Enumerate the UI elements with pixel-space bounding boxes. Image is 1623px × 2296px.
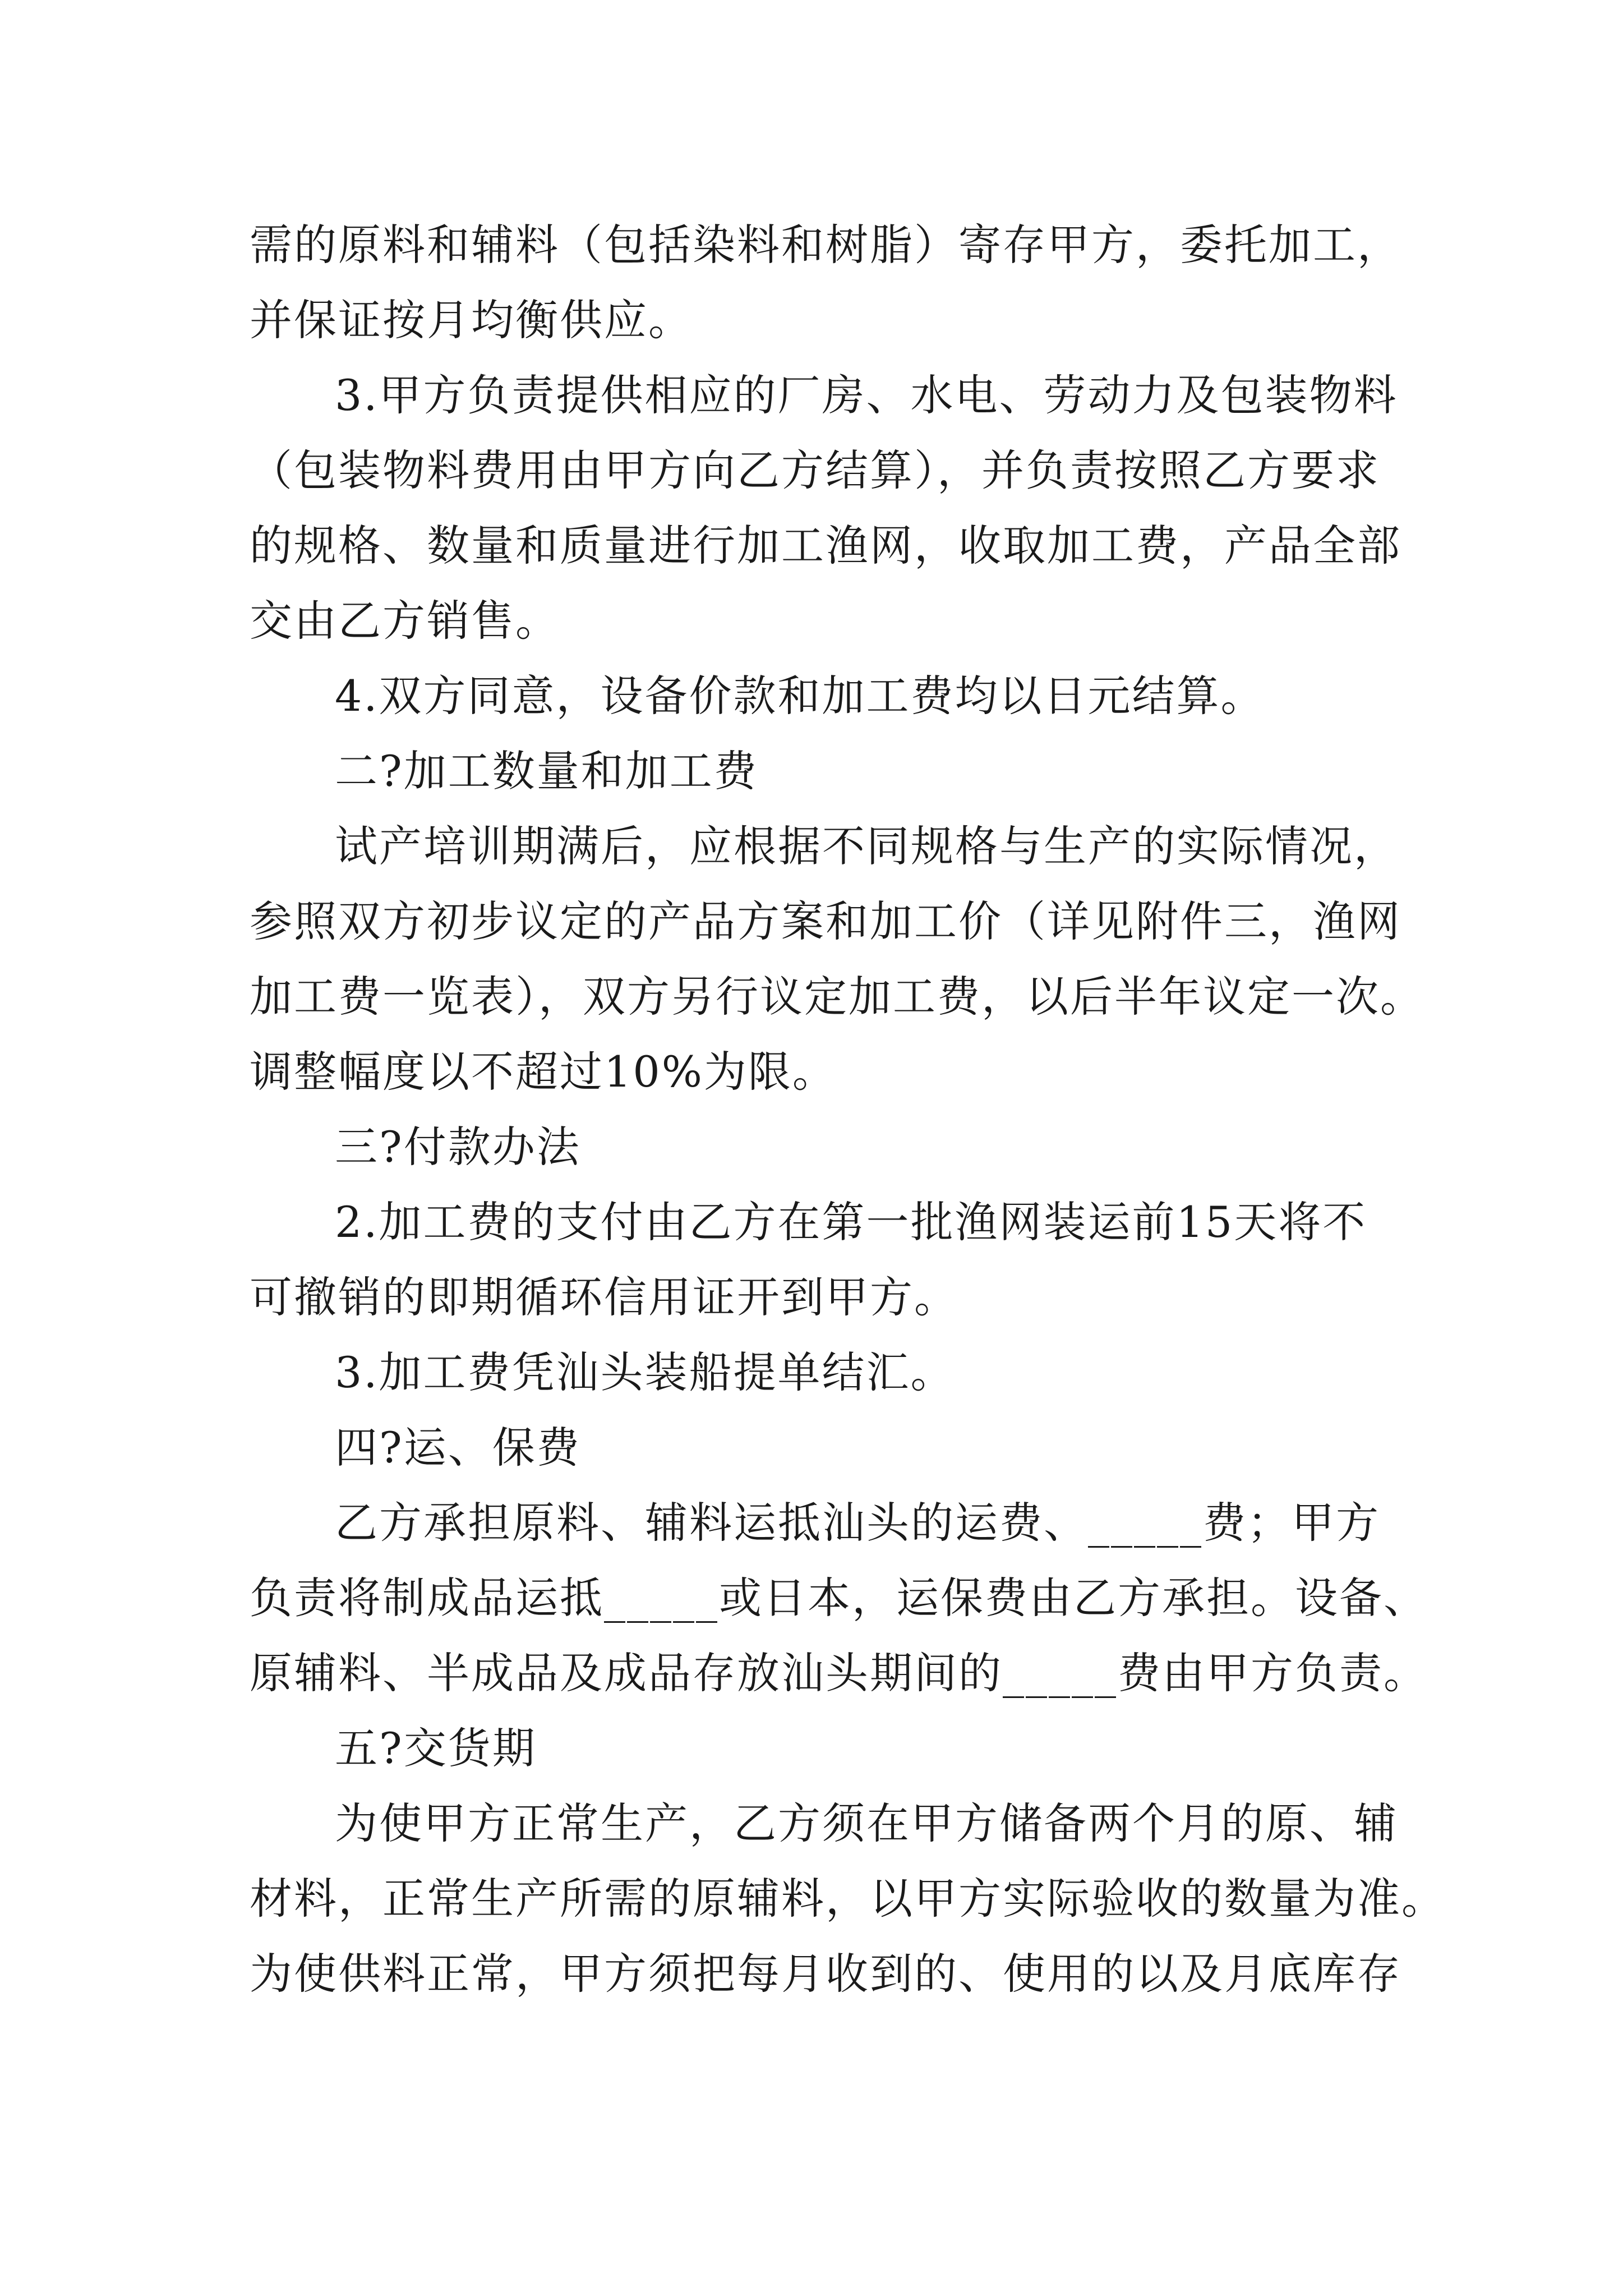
document-body bbox=[250, 208, 1446, 2012]
text-line: 调整幅度以不超过10%为限。 bbox=[250, 1047, 837, 1097]
text-line: 可撤销的即期循环信用证开到甲方。 bbox=[250, 1272, 958, 1322]
text-line: （包装物料费用由甲方向乙方结算），并负责按照乙方要求 bbox=[250, 445, 1380, 495]
text-line: 为使供料正常，甲方须把每月收到的、使用的以及月底库存 bbox=[250, 1949, 1401, 1999]
section-heading: 五?交货期 bbox=[335, 1723, 537, 1773]
text-line: 试产培训期满后，应根据不同规格与生产的实际情况， bbox=[335, 821, 1398, 871]
text-line: 3.加工费凭汕头装船提单结汇。 bbox=[335, 1347, 955, 1397]
text-line: 乙方承担原料、辅料运抵汕头的运费、_____费；甲方 bbox=[335, 1498, 1380, 1548]
text-line: 并保证按月均衡供应。 bbox=[250, 295, 693, 345]
text-line: 交由乙方销售。 bbox=[250, 596, 560, 646]
text-line: 原辅料、半成品及成品存放汕头期间的_____费由甲方负责。 bbox=[250, 1648, 1428, 1698]
text-line: 需的原料和辅料（包括染料和树脂）寄存甲方，委托加工， bbox=[250, 220, 1401, 270]
text-line: 为使甲方正常生产，乙方须在甲方储备两个月的原、辅 bbox=[335, 1798, 1398, 1848]
text-line: 加工费一览表），双方另行议定加工费，以后半年议定一次。 bbox=[250, 972, 1424, 1022]
section-heading: 二?加工数量和加工费 bbox=[335, 746, 758, 796]
section-heading: 三?付款办法 bbox=[335, 1122, 581, 1172]
text-line: 2.加工费的支付由乙方在第一批渔网装运前15天将不 bbox=[335, 1197, 1367, 1247]
text-line: 的规格、数量和质量进行加工渔网，收取加工费，产品全部 bbox=[250, 521, 1401, 570]
section-heading: 四?运、保费 bbox=[335, 1423, 581, 1473]
text-line: 3.甲方负责提供相应的厂房、水电、劳动力及包装物料 bbox=[335, 370, 1398, 420]
text-line: 参照双方初步议定的产品方案和加工价（详见附件三，渔网 bbox=[250, 896, 1401, 946]
text-line: 4.双方同意，设备价款和加工费均以日元结算。 bbox=[335, 671, 1265, 721]
text-line: 负责将制成品运抵_____或日本，运保费由乙方承担。设备、 bbox=[250, 1573, 1428, 1623]
text-line: 材料，正常生产所需的原辅料，以甲方实际验收的数量为准。 bbox=[250, 1874, 1446, 1924]
